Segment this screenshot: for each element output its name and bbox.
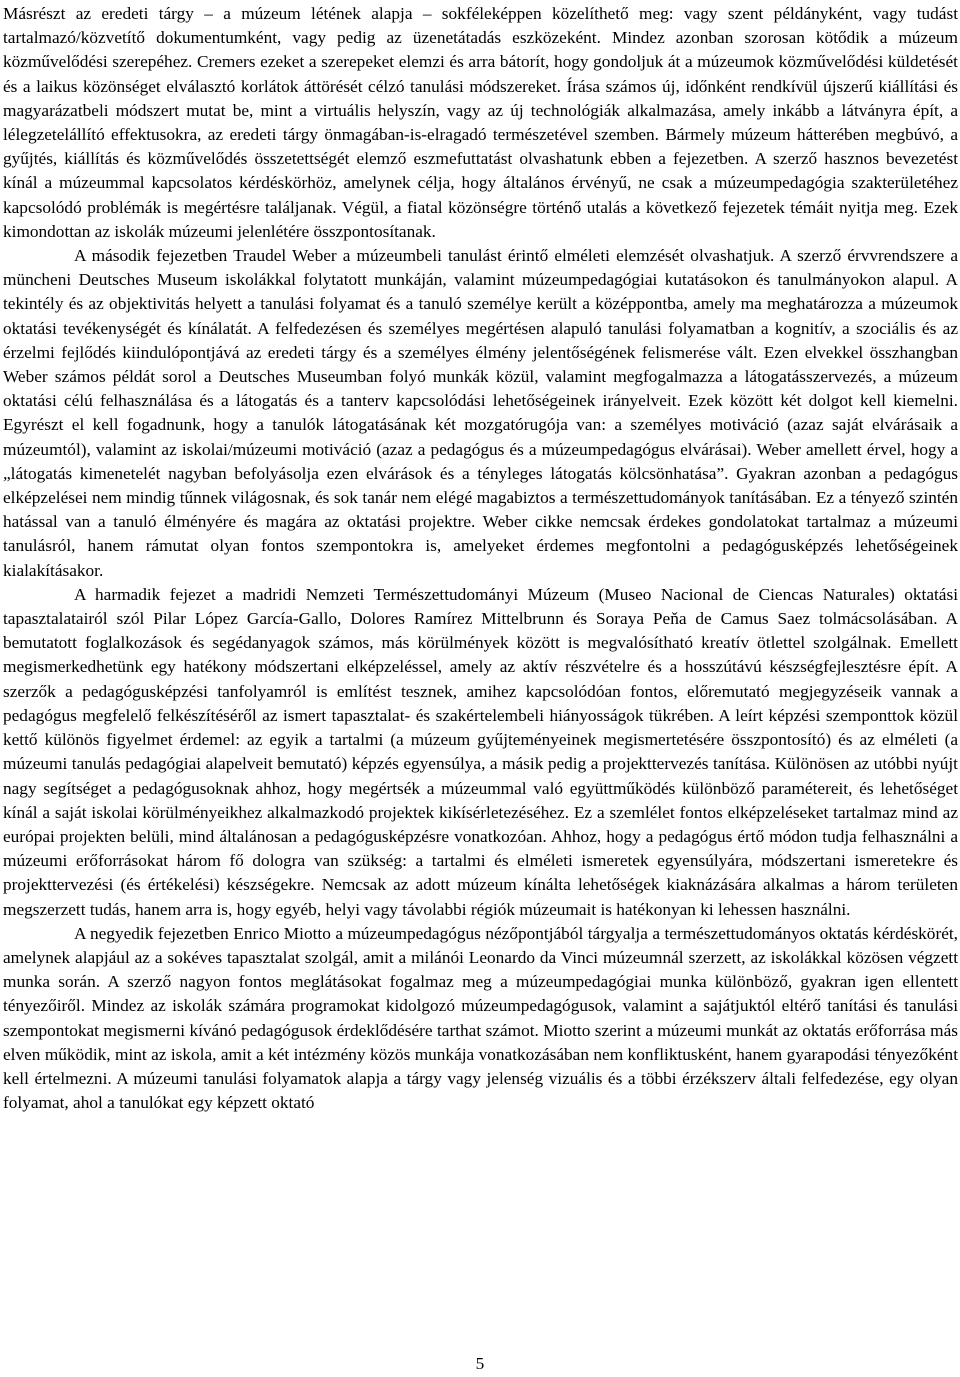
paragraph-madrid: A harmadik fejezet a madridi Nemzeti Természettudományi Múzeum (Museo Nacional de Ciencas Naturales) oktatási tapasztalatairól szól Pilar López García-Gallo, Dolores Ramírez Mittelbrunn és Soraya Peňa de Camus Saez tolmácsolásában. A bemutatott foglalkozások és segédanyagok számos, más körülmények között is megvalósítható kreatív ötlettel szolgálnak. Emellett megismerkedhetünk egy hatékony módszertani elképzeléssel, amely az aktív részvételre és a hosszútávú készségfejlesztésre épít. A szerzők a pedagógusképzési tanfolyamról is említést tesznek, amihez kapcsolódóan fontos, előremutató megjegyzéseik vannak a pedagógus megfelelő felkészítéséről az ismert tapasztalat- és szakértelembeli hiányosságok tükrében. A leírt képzési szemponttok közül kettő különös figyelmet érdemel: az egyik a tartalmi (a múzeum gyűjteményeinek megismertetésére összpontosító) és az elméleti (a múzeumi tanulás pedagógiai alapelveit bemutató) képzés egyensúlya, a másik pedig a projekttervezés tanítása. Különösen az utóbbi nyújt nagy segítséget a pedagógusoknak ahhoz, hogy megértsék a múzeummal való együttműködés különböző paramétereit, és lehetőséget kínál a saját iskolai körülményeikhez alkalmazkodó projektek kikísérletezéséhez. Ez a szemlélet fontos elképzeléseket tartalmaz mind az európai projekten belüli, mind általánosan a pedagógusképzésre vonatkozóan. Ahhoz, hogy a pedagógus értő módon tudja felhasználni a múzeumi erőforrásokat három fő dologra van szükség: a tartalmi és elméleti ismeretek egyensúlyára, módszertani ismeretekre és projekttervezési (és értékelési) készségekre. Nemcsak az adott múzeum kínálta lehetőségek kiaknázására alkalmas a három területen megszerzett tudás, hanem arra is, hogy egyéb, helyi vagy távolabbi régiók múzeumait is hatékonyan ki lehessen használni.	[3, 584, 958, 919]
page-number: 5	[475, 1354, 485, 1373]
document-body	[3, 2, 958, 1115]
paragraph-miotto: A negyedik fejezetben Enrico Miotto a múzeumpedagógus nézőpontjából tárgyalja a természettudományos oktatás kérdéskörét, amelynek alapjául az a sokéves tapasztalat szolgál, amit a milánói Leonardo da Vinci múzeumnál szerzett, az iskolákkal közösen végzett munka során. A szerző nagyon fontos meglátásokat fogalmaz meg a múzeumpedagógiai munka különböző, gyakran igen ellentett tényezőiről. Mindez az iskolák számára programokat kidolgozó múzeumpedagógusok, valamint a sajátjuktól eltérő tanítási és tanulási szempontokat megismerni kívánó pedagógusok érdeklődésére tarthat számot. Miotto szerint a múzeumi munkát az oktatás erőforrása más elven működik, mint az iskola, amit a két intézmény közös munkája vonatkozásában nem konfliktusként, hanem gyarapodási tényezőként kell értelmezni. A múzeumi tanulási folyamatok alapja a tárgy vagy jelenség vizuális és a többi érzékszerv általi felfedezése, egy olyan folyamat, ahol a tanulókat egy képzett oktató	[3, 923, 958, 1113]
paragraph-weber: A második fejezetben Traudel Weber a múzeumbeli tanulást érintő elméleti elemzését olvashatjuk. A szerző érvvrendszere a müncheni Deutsches Museum iskolákkal folytatott munkáján, valamint múzeumpedagógiai kutatásokon és tanulmányokon alapul. A tekintély és az objektivitás helyett a tanulási folyamat és a tanuló személye került a középpontba, amely ma meghatározza a múzeumok oktatási tevékenységét és kínálatát. A felfedezésen és személyes megértésen alapuló tanulási folyamatban a kognitív, a szociális és az érzelmi fejlődés kiindulópontjává az eredeti tárgy és a személyes élmény jelentőségének felismerése vált. Ezen elvekkel összhangban Weber számos példát sorol a Deutsches Museumban folyó munkák közül, valamint megfogalmazza a látogatásszervezés, a múzeum oktatási célú felhasználása és a látogatás és a tanterv kapcsolódási lehetőségeinek irányelveit. Ezek között két dolgot kell kiemelni. Egyrészt el kell fogadnunk, hogy a tanulók látogatásának két mozgatórugója van: a személyes motiváció (azaz saját elvárásaik a múzeumtól), valamint az iskolai/múzeumi motiváció (azaz a pedagógus és a múzeumpedagógus elvárásai). Weber amellett érvel, hogy a „látogatás kimenetelét nagyban befolyásolja ezen elvárások és a tényleges látogatás kölcsönhatása”. Gyakran azonban a pedagógus elképzelései nem mindig tűnnek világosnak, és sok tanár nem elégé magabiztos a természettudományok tanításában. Ez a tényező szintén hatással van a tanuló élményére és magára az oktatási projektre. Weber cikke nemcsak érdekes gondolatokat tartalmaz a múzeumi tanulásról, hanem rámutat olyan fontos szempontokra is, amelyeket érdemes megfontolni a pedagógusképzés lehetőségeinek kialakításakor.	[3, 246, 958, 580]
paragraph-cremers: Másrészt az eredeti tárgy – a múzeum létének alapja – sokféleképpen közelíthető meg: vagy szent példányként, vagy tudást tartalmazó/közvetítő dokumentumként, vagy pedig az üzenetátadás eszközeként. Mindez azonban szorosan kötődik a múzeum közművelődési szerepéhez. Cremers ezeket a szerepeket elemzi és arra bátorít, hogy gondoljuk át a múzeumok közművelődési küldetését és a laikus közönséget elválasztó korlátok áttörését célzó tanulási módszereket. Írása számos új, időnként rendkívül újszerű kiállítási és magyarázatbeli módszert mutat be, mint a virtuális helyszín, vagy az új technológiák alkalmazása, amely inkább a látványra épít, a lélegzetelállító effektusokra, az eredeti tárgy önmagában-is-elragadó természetével szemben. Bármely múzeum hátterében megbúvó, a gyűjtés, kiállítás és közművelődés összetettségét elemző eszmefuttatást olvashatunk ebben a fejezetben. A szerző hasznos bevezetést kínál a múzeummal kapcsolatos kérdéskörhöz, amelynek célja, hogy általános érvényű, ne csak a múzeumpedagógia szakterületéhez kapcsolódó problémák is megértésre találjanak. Végül, a fiatal közönségre történő utalás a következő fejezetek témáit nyitja meg. Ezek kimondottan az iskolák múzeumi jelenlétére összpontosítanak.	[3, 4, 958, 241]
